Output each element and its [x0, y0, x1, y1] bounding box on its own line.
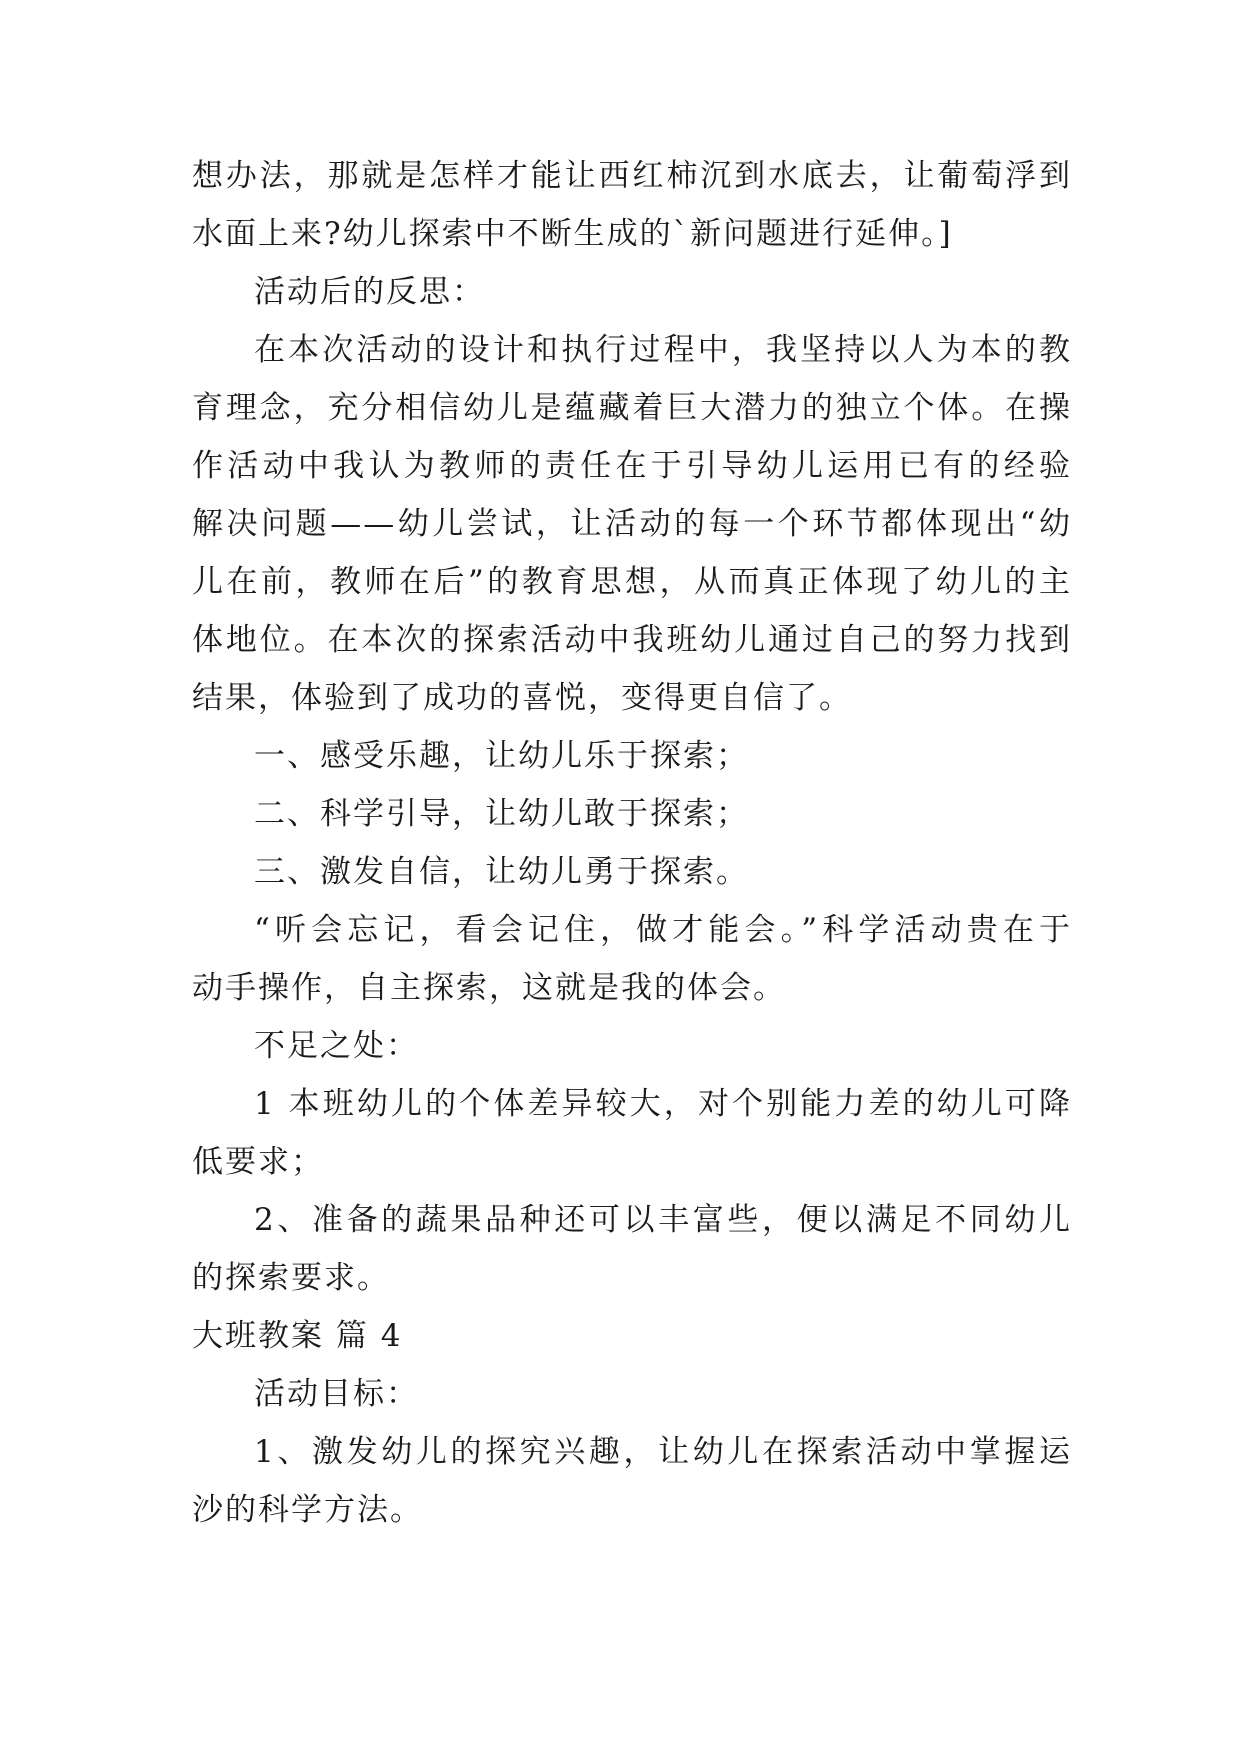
list-item: 1 本班幼儿的个体差异较大，对个别能力差的幼儿可降 — [254, 1086, 1072, 1122]
paragraph-line: 在本次活动的设计和执行过程中，我坚持以人为本的教 — [254, 332, 1072, 368]
paragraph-line: 解决问题——幼儿尝试，让活动的每一个环节都体现出“幼 — [192, 506, 1072, 542]
paragraph-line: 育理念，充分相信幼儿是蕴藏着巨大潜力的独立个体。在操 — [192, 390, 1072, 426]
paragraph-line: 水面上来?幼儿探索中不断生成的`新问题进行延伸。] — [192, 216, 953, 252]
list-item-continuation: 沙的科学方法。 — [192, 1492, 423, 1528]
list-item-continuation: 低要求； — [192, 1144, 324, 1180]
paragraph-line: 想办法，那就是怎样才能让西红柿沉到水底去，让葡萄浮到 — [192, 158, 1072, 194]
paragraph-line: 作活动中我认为教师的责任在于引导幼儿运用已有的经验 — [192, 448, 1072, 484]
paragraph-line: 体地位。在本次的探索活动中我班幼儿通过自己的努力找到 — [192, 622, 1072, 658]
list-item-continuation: 的探索要求。 — [192, 1260, 390, 1296]
paragraph-line: 动手操作，自主探索，这就是我的体会。 — [192, 970, 786, 1006]
section-heading: 不足之处： — [254, 1028, 419, 1064]
list-item: 1、激发幼儿的探究兴趣，让幼儿在探索活动中掌握运 — [254, 1434, 1072, 1470]
section-heading: 活动目标： — [254, 1376, 419, 1412]
list-item: 2、准备的蔬果品种还可以丰富些，便以满足不同幼儿 — [254, 1202, 1072, 1238]
lesson-title: 大班教案 篇 4 — [192, 1318, 403, 1354]
list-item: 三、激发自信，让幼儿勇于探索。 — [254, 854, 749, 890]
paragraph-line: “听会忘记，看会记住，做才能会。”科学活动贵在于 — [254, 912, 1072, 948]
paragraph-line: 儿在前，教师在后”的教育思想，从而真正体现了幼儿的主 — [192, 564, 1072, 600]
paragraph-line: 结果，体验到了成功的喜悦，变得更自信了。 — [192, 680, 852, 716]
section-heading: 活动后的反思： — [254, 274, 485, 310]
list-item: 一、感受乐趣，让幼儿乐于探索； — [254, 738, 749, 774]
list-item: 二、科学引导，让幼儿敢于探索； — [254, 796, 749, 832]
